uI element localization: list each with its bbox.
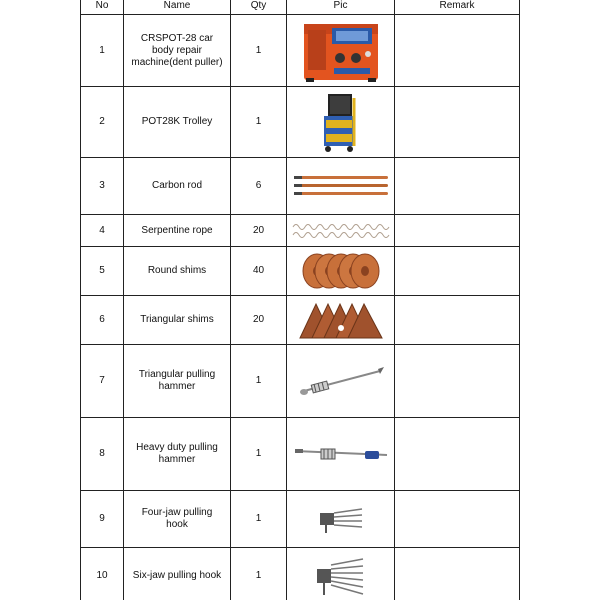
row-qty: 1: [231, 548, 287, 600]
header-row: [81, 0, 520, 15]
table-row: [81, 87, 520, 158]
header-pic: Pic: [287, 0, 395, 15]
row-pic: [287, 215, 395, 247]
header-remark: Remark: [395, 0, 520, 15]
row-pic: [287, 491, 395, 548]
triangular-shims-picture: [296, 300, 386, 340]
row-no: 10: [81, 548, 124, 600]
row-qty: 1: [231, 345, 287, 418]
header-name: Name: [124, 0, 231, 15]
row-no: 9: [81, 491, 124, 548]
table-row: [81, 158, 520, 215]
table-row: [81, 548, 520, 600]
row-name: Heavy duty pulling hammer: [124, 418, 231, 491]
row-remark: [395, 296, 520, 345]
row-name: Six-jaw pulling hook: [124, 548, 231, 600]
table-row: [81, 296, 520, 345]
row-name: POT28K Trolley: [124, 87, 231, 158]
row-name: Triangular pulling hammer: [124, 345, 231, 418]
round-shims-picture: [299, 251, 383, 291]
row-qty: 20: [231, 296, 287, 345]
row-name: Serpentine rope: [124, 215, 231, 247]
row-remark: [395, 247, 520, 296]
trolley-picture: [316, 90, 366, 154]
row-remark: [395, 158, 520, 215]
four-jaw-hook-picture: [316, 501, 366, 537]
table-row: [81, 247, 520, 296]
row-no: 6: [81, 296, 124, 345]
header-qty: Qty: [231, 0, 287, 15]
row-name: Carbon rod: [124, 158, 231, 215]
table-row: [81, 15, 520, 87]
row-remark: [395, 418, 520, 491]
heavy-hammer-picture: [291, 439, 391, 469]
row-no: 3: [81, 158, 124, 215]
six-jaw-hook-picture: [313, 553, 369, 599]
serpentine-rope-picture: [291, 220, 391, 242]
row-remark: [395, 215, 520, 247]
row-no: 7: [81, 345, 124, 418]
row-remark: [395, 15, 520, 87]
row-name: CRSPOT-28 car body repair machine(dent puller): [124, 15, 231, 87]
row-qty: 1: [231, 87, 287, 158]
row-remark: [395, 491, 520, 548]
table-row: [81, 418, 520, 491]
table-row: [81, 491, 520, 548]
machine-picture: [298, 18, 384, 84]
row-qty: 1: [231, 15, 287, 87]
header-no: No: [81, 0, 124, 15]
row-no: 5: [81, 247, 124, 296]
row-remark: [395, 345, 520, 418]
row-name: Triangular shims: [124, 296, 231, 345]
row-qty: 1: [231, 418, 287, 491]
row-name: Four-jaw pulling hook: [124, 491, 231, 548]
table-row: [81, 345, 520, 418]
row-pic: [287, 15, 395, 87]
row-pic: [287, 548, 395, 600]
carbon-rod-picture: [292, 173, 390, 199]
packing-list-table: [80, 0, 520, 600]
row-qty: 20: [231, 215, 287, 247]
row-no: 2: [81, 87, 124, 158]
row-remark: [395, 548, 520, 600]
row-no: 1: [81, 15, 124, 87]
row-pic: [287, 345, 395, 418]
pulling-hammer-picture: [296, 361, 386, 401]
row-qty: 6: [231, 158, 287, 215]
row-remark: [395, 87, 520, 158]
row-pic: [287, 247, 395, 296]
row-no: 4: [81, 215, 124, 247]
row-qty: 40: [231, 247, 287, 296]
row-pic: [287, 158, 395, 215]
row-name: Round shims: [124, 247, 231, 296]
row-pic: [287, 87, 395, 158]
row-qty: 1: [231, 491, 287, 548]
row-pic: [287, 418, 395, 491]
row-pic: [287, 296, 395, 345]
row-no: 8: [81, 418, 124, 491]
table-row: [81, 215, 520, 247]
